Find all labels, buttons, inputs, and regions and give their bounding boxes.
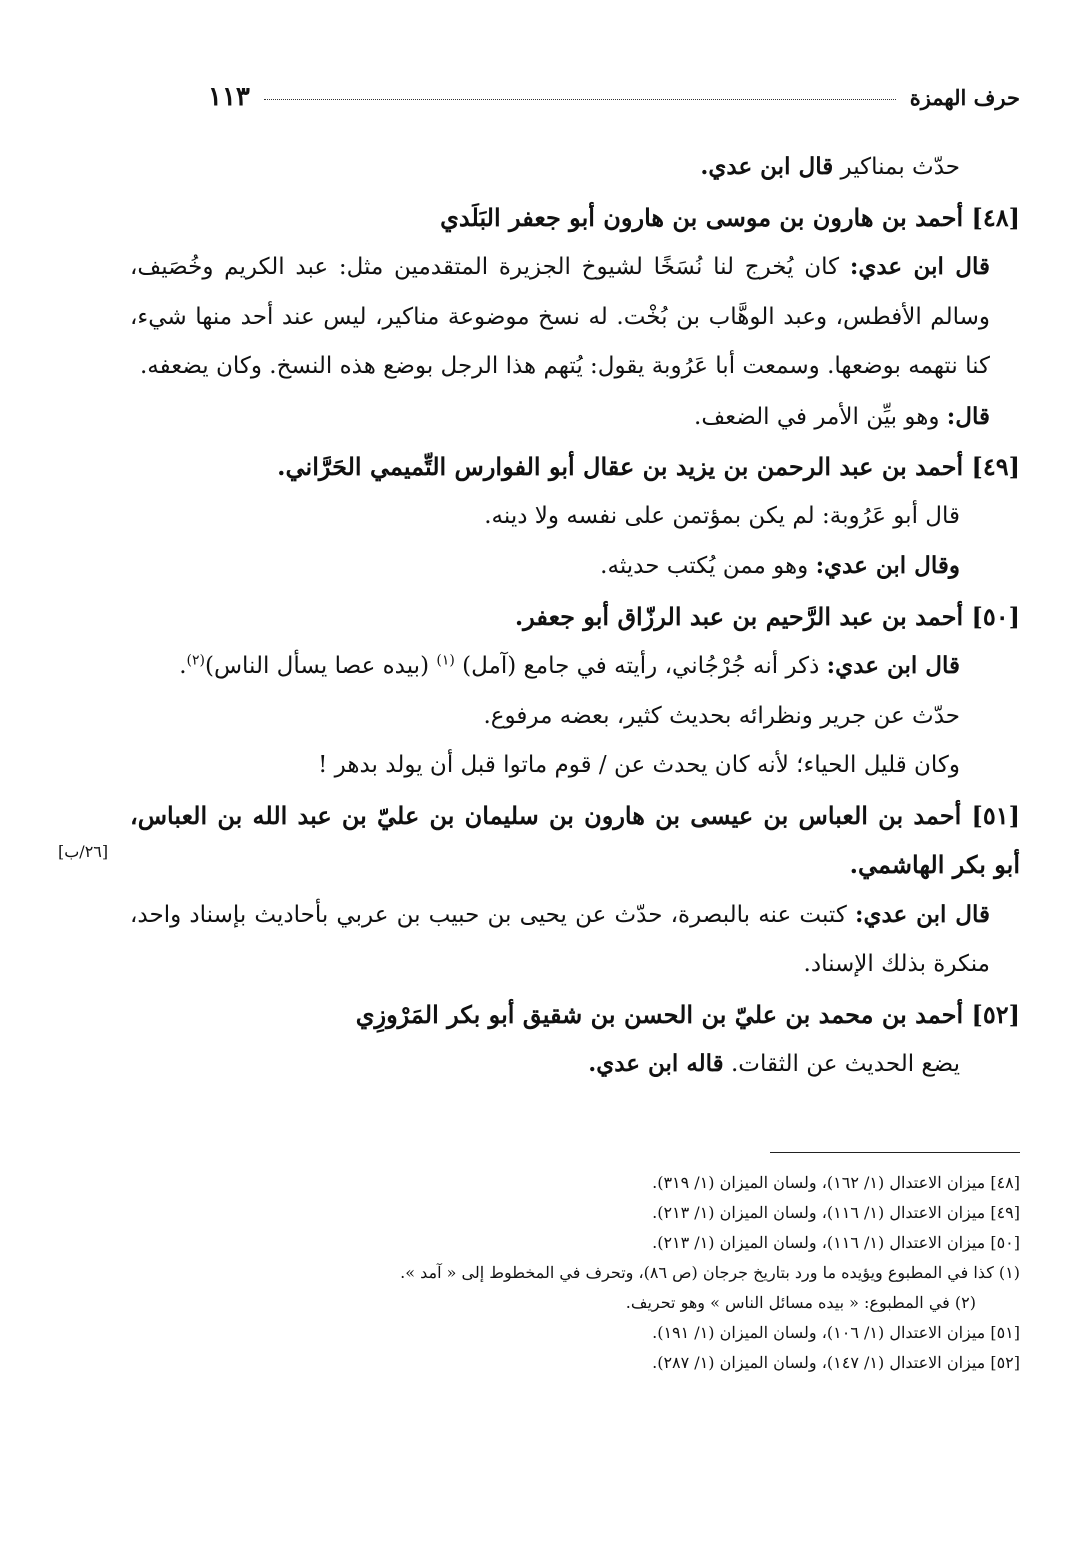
page-header <box>130 82 1020 112</box>
entry-heading-52: [٥٢] أحمد بن محمد بن عليّ بن الحسن بن شقيق أبو بكر المَرْوزِي <box>355 999 1020 1029</box>
entry-heading-50: [٥٠] أحمد بن عبد الرَّحيم بن عبد الرزّاق أبو جعفر. <box>514 601 1020 631</box>
entry-48-paragraph-2: قال: وهو بيِّن الأمر في الضعف. <box>694 402 990 430</box>
section-title: حرف الهمزة <box>909 84 1020 110</box>
main-text <box>130 142 1020 1090</box>
footnote-48: [٤٨] ميزان الاعتدال (١/ ١٦٢)، ولسان الميزان (١/ ٣١٩). <box>652 1173 1020 1192</box>
intro-line: حدّث بمناكير قال ابن عدي. <box>700 153 960 180</box>
entry-heading-48: [٤٨] أحمد بن هارون بن موسى بن هارون أبو جعفر البَلَدي <box>440 202 1020 232</box>
footnote-1: (١) كذا في المطبوع ويؤيده ما ورد بتاريخ جرجان (ص ٨٦)، وتحرف في المخطوط إلى « آمد ». <box>400 1263 1020 1282</box>
entry-heading-51: [٥١] أحمد بن العباس بن عيسى بن هارون بن سليمان بن عليّ بن عبد الله بن العباس، أبو بكر الهاشمي. <box>130 800 1020 879</box>
footnote-ref-2[interactable]: (٢) <box>186 652 205 669</box>
book-page <box>130 0 1020 1556</box>
header-rule <box>264 99 896 100</box>
entry-48-paragraph: قال ابن عدي: كان يُخرج لنا نُسَخًا لشيوخ الجزيرة المتقدمين مثل: عبد الكريم وخُصَيف، وسالم الأفطس، وعبد الوهَّاب بن بُخْت. له نسخ موضوعة مناكير، ليس عند أحد منها شيء، كنا نتهمه بوضعها. وسمعت أبا عَرُوبة يقول: يُتهم هذا الرجل بوضع هذه النسخ. وكان يضعفه. <box>130 253 990 379</box>
footnote-50: [٥٠] ميزان الاعتدال (١/ ١١٦)، ولسان الميزان (١/ ٢١٣). <box>652 1233 1020 1252</box>
page-number: ١١٣ <box>208 82 250 112</box>
footnote-49: [٤٩] ميزان الاعتدال (١/ ١١٦)، ولسان الميزان (١/ ٢١٣). <box>652 1203 1020 1222</box>
entry-heading-49: [٤٩] أحمد بن عبد الرحمن بن يزيد بن عقال أبو الفوارس التِّميمي الحَرَّاني. <box>277 452 1020 481</box>
manuscript-folio-marker: [٢٦/ب] <box>58 842 109 861</box>
footnote-2: (٢) في المطبوع: « بيده مسائل الناس » وهو تحريف. <box>625 1293 976 1312</box>
entry-51-paragraph: قال ابن عدي: كتبت عنه بالبصرة، حدّث عن يحيى بن حبيب بن عربي بأحاديث بإسناد واحد، منكرة بذلك الإسناد. <box>130 900 991 977</box>
footnote-ref-1[interactable]: (١) <box>436 652 455 669</box>
footnote-separator <box>770 1152 1020 1153</box>
footnotes <box>130 1168 1020 1378</box>
footnote-51: [٥١] ميزان الاعتدال (١/ ١٠٦)، ولسان الميزان (١/ ١٩١). <box>652 1323 1020 1342</box>
entry-52-line-1: يضع الحديث عن الثقات. قاله ابن عدي. <box>588 1050 960 1077</box>
footnote-52: [٥٢] ميزان الاعتدال (١/ ١٤٧)، ولسان الميزان (١/ ٢٨٧). <box>652 1353 1020 1372</box>
entry-50-line-1: قال ابن عدي: ذكر أنه جُرْجُاني، رأيته في جامع (آمل) $^{(١)}$ (بيده عصا يسأل الناس)$^{(٢)}$. <box>179 652 960 679</box>
entry-49-line-2: وقال ابن عدي: وهو ممن يُكتب حديثه. <box>600 552 960 579</box>
entry-50-line-2: حدّث عن جرير ونظرائه بحديث كثير، بعضه مرفوع. <box>483 702 960 729</box>
entry-49-line-1: قال أبو عَرُوبة: لم يكن بمؤتمن على نفسه ولا دينه. <box>484 502 960 529</box>
entry-50-line-3: وكان قليل الحياء؛ لأنه كان يحدث عن / قوم ماتوا قبل أن يولد بدهر ! <box>318 752 960 778</box>
